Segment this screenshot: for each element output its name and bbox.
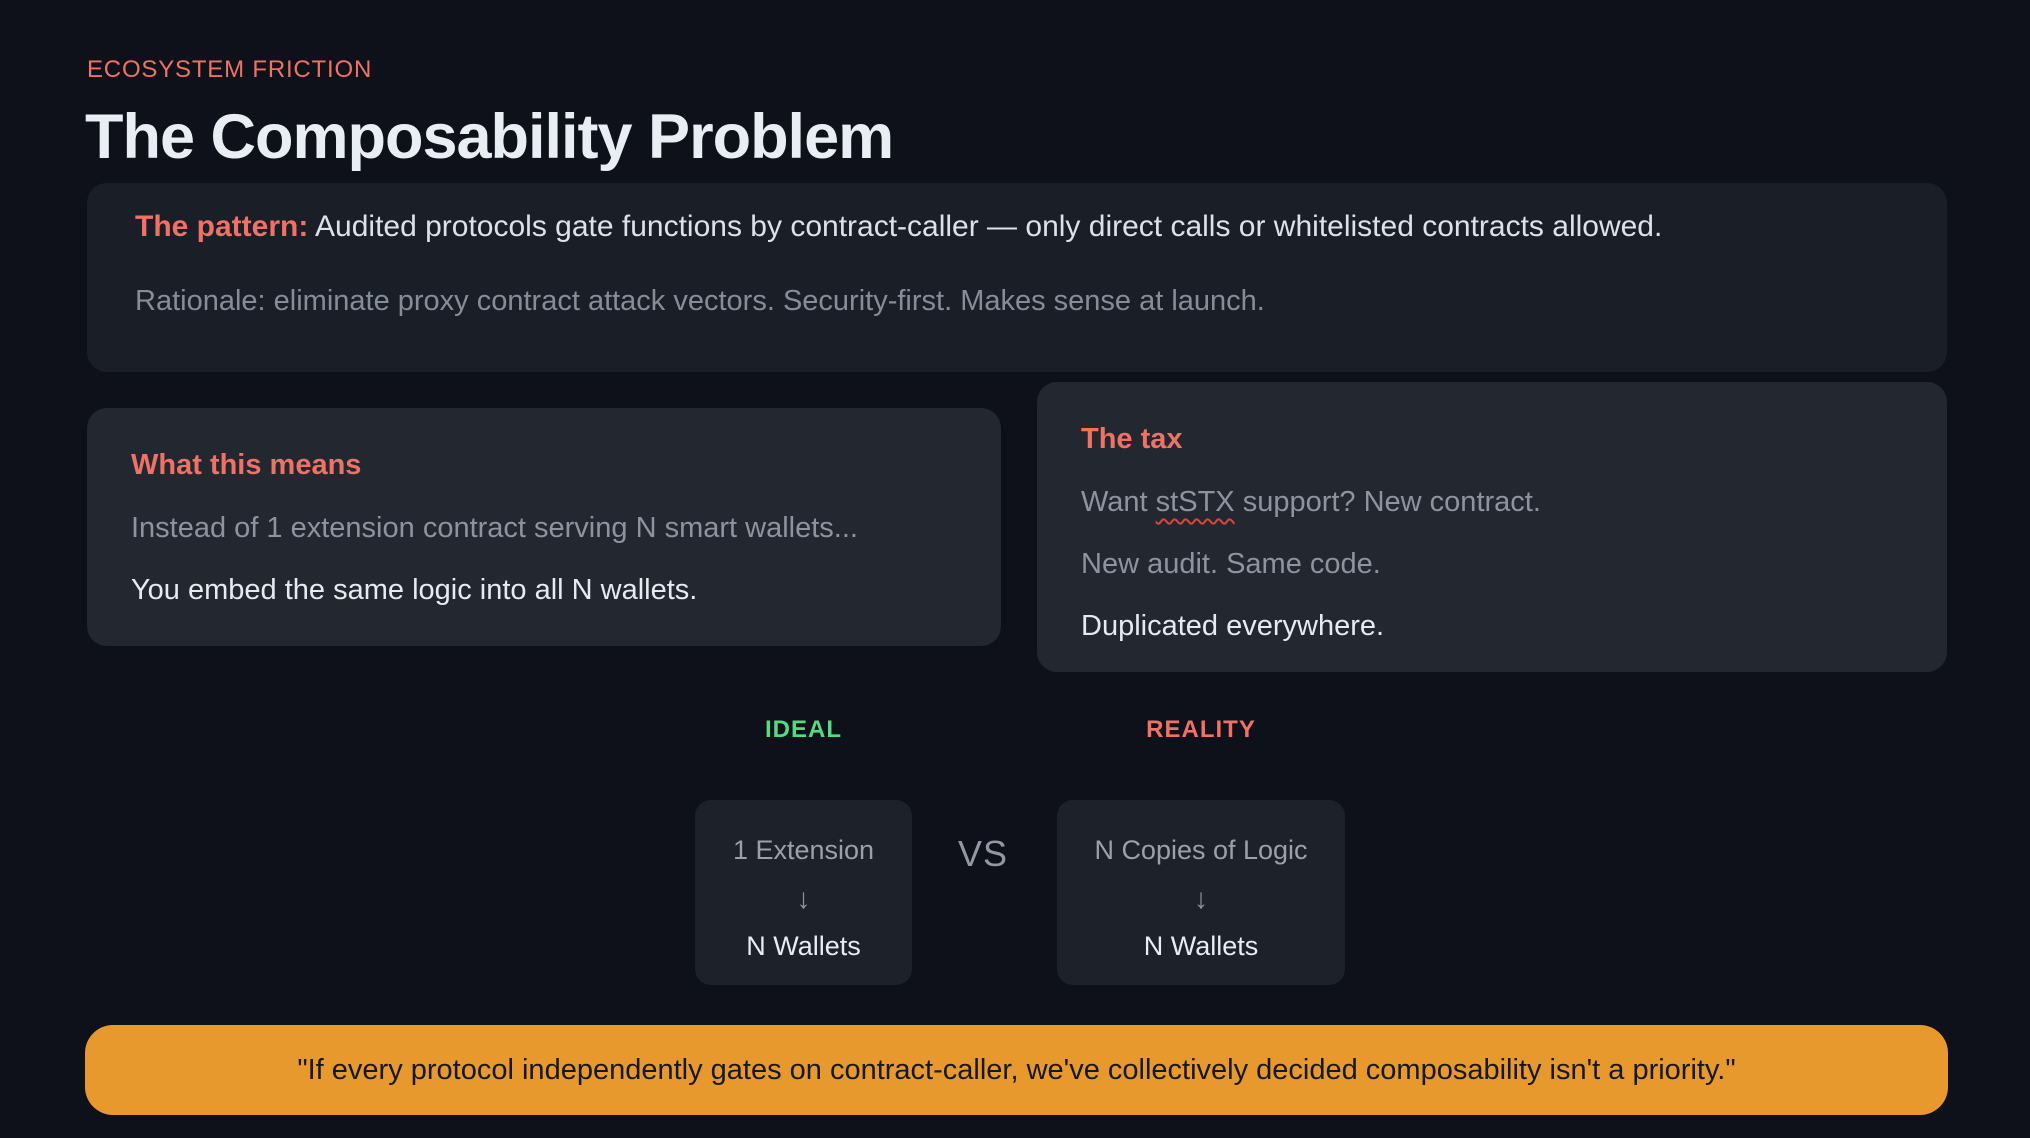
- reality-box-bottom-text: N Wallets: [1143, 931, 1259, 961]
- pattern-label: The pattern:: [135, 210, 309, 243]
- down-arrow-icon: ↓: [796, 883, 811, 914]
- pattern-text: Audited protocols gate functions by contract-caller — only direct calls or whitelisted contracts allowed.: [308, 210, 1663, 243]
- reality-label: REALITY: [1146, 716, 1256, 743]
- reality-box-top-text: N Copies of Logic: [1094, 835, 1308, 865]
- ideal-label: IDEAL: [765, 716, 842, 743]
- tax-line1-prefix: Want: [1081, 486, 1156, 518]
- tax-card-line2: New audit. Same code.: [1081, 548, 1381, 580]
- means-card-line2: You embed the same logic into all N wallets.: [131, 574, 698, 606]
- means-card-title: What this means: [131, 449, 362, 481]
- vs-label: VS: [957, 833, 1009, 874]
- ideal-box-top-text: 1 Extension: [732, 835, 875, 865]
- tax-line1-misspelled-word: stSTX: [1155, 486, 1235, 518]
- means-card-line1: Instead of 1 extension contract serving N smart wallets...: [131, 512, 858, 544]
- tax-line1-suffix: support? New contract.: [1234, 486, 1541, 518]
- tax-card-title: The tax: [1081, 423, 1183, 455]
- tax-card-line1: [1081, 484, 1903, 520]
- ideal-box: [695, 800, 912, 985]
- rationale-text: Rationale: eliminate proxy contract attack vectors. Security-first. Makes sense at launch.: [135, 285, 1265, 317]
- quote-banner: [85, 1025, 1948, 1115]
- what-this-means-card: [87, 408, 1001, 646]
- pattern-card: [87, 183, 1947, 372]
- pattern-line: [135, 207, 1899, 247]
- down-arrow-icon: ↓: [1194, 883, 1208, 914]
- reality-box: [1057, 800, 1345, 985]
- page-title: The Composability Problem: [85, 102, 894, 172]
- tax-card-line3: Duplicated everywhere.: [1081, 610, 1385, 642]
- the-tax-card: [1037, 382, 1947, 672]
- quote-text: "If every protocol independently gates on contract-caller, we've collectively decided composability isn't a priority.": [297, 1053, 1736, 1086]
- eyebrow-label: ECOSYSTEM FRICTION: [87, 56, 373, 83]
- ideal-box-bottom-text: N Wallets: [746, 931, 861, 961]
